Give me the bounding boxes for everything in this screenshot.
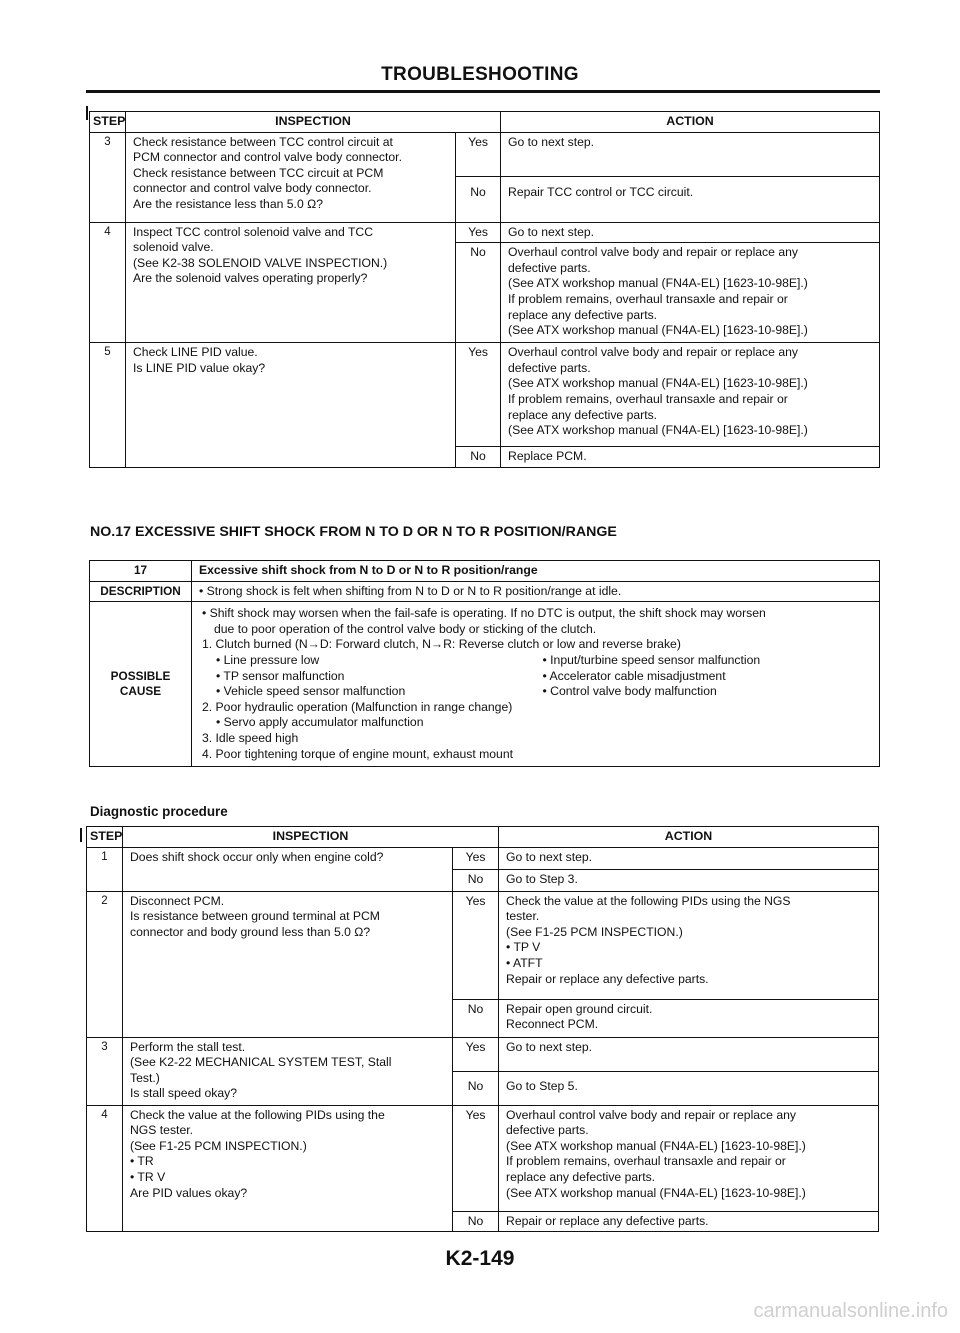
- step-number: 5: [90, 343, 126, 468]
- yes-label: Yes: [453, 1105, 499, 1211]
- step-header: STEP: [90, 112, 126, 133]
- page-number: K2-149: [445, 1247, 515, 1270]
- cause-row: [90, 602, 880, 767]
- inspection-header: INSPECTION: [126, 112, 501, 133]
- no-label: No: [453, 869, 499, 891]
- symptom-title: Excessive shift shock from N to D or N to R position/range: [192, 561, 880, 582]
- inspection-text: Perform the stall test. (See K2-22 MECHANICAL SYSTEM TEST, Stall Test.) Is stall speed okay?: [123, 1037, 453, 1105]
- table-row: [87, 847, 879, 869]
- table-row: [87, 1105, 879, 1211]
- yes-label: Yes: [456, 343, 501, 447]
- step-number: 2: [87, 891, 123, 1037]
- action-text: Replace PCM.: [501, 447, 880, 468]
- watermark-text: carmanualsonline.info: [753, 1300, 948, 1322]
- margin-mark: [86, 106, 88, 120]
- symptom-number: 17: [90, 561, 192, 582]
- cause-subitem: • Input/turbine speed sensor malfunction: [542, 652, 761, 667]
- cause-subitem: • Accelerator cable misadjustment: [542, 668, 726, 683]
- step-header: STEP: [87, 827, 123, 848]
- table-header-row: [87, 827, 879, 848]
- table-row: [87, 1037, 879, 1071]
- cause-subitem: • TP sensor malfunction: [216, 668, 345, 683]
- inspection-text: Inspect TCC control solenoid valve and TCC solenoid valve. (See K2-38 SOLENOID VALVE INSPECTION.) Are the solenoid valves operating properly?: [126, 222, 456, 343]
- cause-body: [192, 602, 880, 767]
- inspection-header: INSPECTION: [123, 827, 499, 848]
- cause-item-1: 1. Clutch burned (N→D: Forward clutch, N→R: Reverse clutch or low and reverse brake): [202, 637, 681, 652]
- no-label: No: [453, 1071, 499, 1105]
- cause-item-2: 2. Poor hydraulic operation (Malfunction in range change): [202, 699, 513, 714]
- no-label: No: [456, 447, 501, 468]
- action-text: Repair TCC control or TCC circuit.: [501, 176, 880, 222]
- inspection-table-2: [86, 826, 879, 1232]
- cause-label: POSSIBLE CAUSE: [90, 602, 192, 767]
- step-number: 4: [90, 222, 126, 343]
- action-text: Go to Step 5.: [499, 1071, 879, 1105]
- no-label: No: [453, 999, 499, 1037]
- diagnostic-procedure-title: Diagnostic procedure: [90, 804, 228, 819]
- description-text: • Strong shock is felt when shifting from N to D or N to R position/range at idle.: [192, 581, 880, 602]
- cause-intro: • Shift shock may worsen when the fail-safe is operating. If no DTC is output, the shift shock may worsen: [202, 606, 766, 621]
- inspection-text: Does shift shock occur only when engine cold?: [123, 847, 453, 891]
- section-title: NO.17 EXCESSIVE SHIFT SHOCK FROM N TO D OR N TO R POSITION/RANGE: [90, 524, 617, 540]
- description-label: DESCRIPTION: [90, 581, 192, 602]
- yes-label: Yes: [453, 847, 499, 869]
- cause-1-right-column: [543, 653, 870, 700]
- inspection-text: Check the value at the following PIDs using the NGS tester. (See F1-25 PCM INSPECTION.) • TR • TR V Are PID values okay?: [123, 1105, 453, 1232]
- cause-subitem: • Control valve body malfunction: [542, 684, 717, 699]
- action-text: Go to next step.: [499, 847, 879, 869]
- description-row: [90, 581, 880, 602]
- margin-mark: [80, 828, 82, 842]
- cause-item-4: 4. Poor tightening torque of engine mount, exhaust mount: [202, 746, 513, 761]
- table-row: [87, 891, 879, 999]
- action-text: Go to Step 3.: [499, 869, 879, 891]
- inspection-text: Disconnect PCM. Is resistance between ground terminal at PCM connector and body ground less than 5.0 Ω?: [123, 891, 453, 1037]
- action-text: Check the value at the following PIDs using the NGS tester. (See F1-25 PCM INSPECTION.) • TP V • ATFT Repair or replace any defective parts.: [499, 891, 879, 999]
- yes-label: Yes: [456, 132, 501, 176]
- cause-subitem: • Servo apply accumulator malfunction: [216, 715, 424, 730]
- no-label: No: [456, 243, 501, 343]
- action-text: Go to next step.: [501, 132, 880, 176]
- action-text: Overhaul control valve body and repair or replace any defective parts. (See ATX workshop manual (FN4A-EL) [1623-10-98E].) If problem remains, overhaul transaxle and repair or replace any defective parts. (See ATX workshop manual (FN4A-EL) [1623-10-98E].): [501, 243, 880, 343]
- action-text: Go to next step.: [499, 1037, 879, 1071]
- cause-1-left-column: [216, 653, 543, 700]
- step-number: 1: [87, 847, 123, 891]
- inspection-table-1: [89, 111, 880, 468]
- table-row: [90, 343, 880, 447]
- action-text: Go to next step.: [501, 222, 880, 243]
- yes-label: Yes: [456, 222, 501, 243]
- cause-subitem: • Line pressure low: [216, 652, 320, 667]
- table-row: [90, 222, 880, 243]
- cause-1-subitems: [202, 653, 869, 700]
- action-text: Overhaul control valve body and repair or replace any defective parts. (See ATX workshop manual (FN4A-EL) [1623-10-98E].) If problem remains, overhaul transaxle and repair or replace any defective parts. (See ATX workshop manual (FN4A-EL) [1623-10-98E].): [501, 343, 880, 447]
- yes-label: Yes: [453, 891, 499, 999]
- table-row: [90, 132, 880, 176]
- symptom-header-row: [90, 561, 880, 582]
- page-title: TROUBLESHOOTING: [381, 64, 579, 85]
- symptom-table: [89, 560, 880, 767]
- action-header: ACTION: [501, 112, 880, 133]
- inspection-text: Check resistance between TCC control circuit at PCM connector and control valve body connector. Check resistance between TCC circuit at PCM connector and control valve body connector. Are the resistance less than 5.0 Ω?: [126, 132, 456, 222]
- cause-subitem: • Vehicle speed sensor malfunction: [216, 684, 406, 699]
- action-text: Overhaul control valve body and repair or replace any defective parts. (See ATX workshop manual (FN4A-EL) [1623-10-98E].) If problem remains, overhaul transaxle and repair or replace any defective parts. (See ATX workshop manual (FN4A-EL) [1623-10-98E].): [499, 1105, 879, 1211]
- action-text: Repair open ground circuit. Reconnect PCM.: [499, 999, 879, 1037]
- no-label: No: [456, 176, 501, 222]
- no-label: No: [453, 1211, 499, 1232]
- step-number: 3: [87, 1037, 123, 1105]
- step-number: 4: [87, 1105, 123, 1232]
- yes-label: Yes: [453, 1037, 499, 1071]
- table-header-row: [90, 112, 880, 133]
- cause-intro-cont: due to poor operation of the control valve body or sticking of the clutch.: [214, 621, 597, 636]
- action-text: Repair or replace any defective parts.: [499, 1211, 879, 1232]
- title-rule: [86, 90, 880, 93]
- step-number: 3: [90, 132, 126, 222]
- action-header: ACTION: [499, 827, 879, 848]
- inspection-text: Check LINE PID value. Is LINE PID value okay?: [126, 343, 456, 468]
- cause-item-3: 3. Idle speed high: [202, 730, 299, 745]
